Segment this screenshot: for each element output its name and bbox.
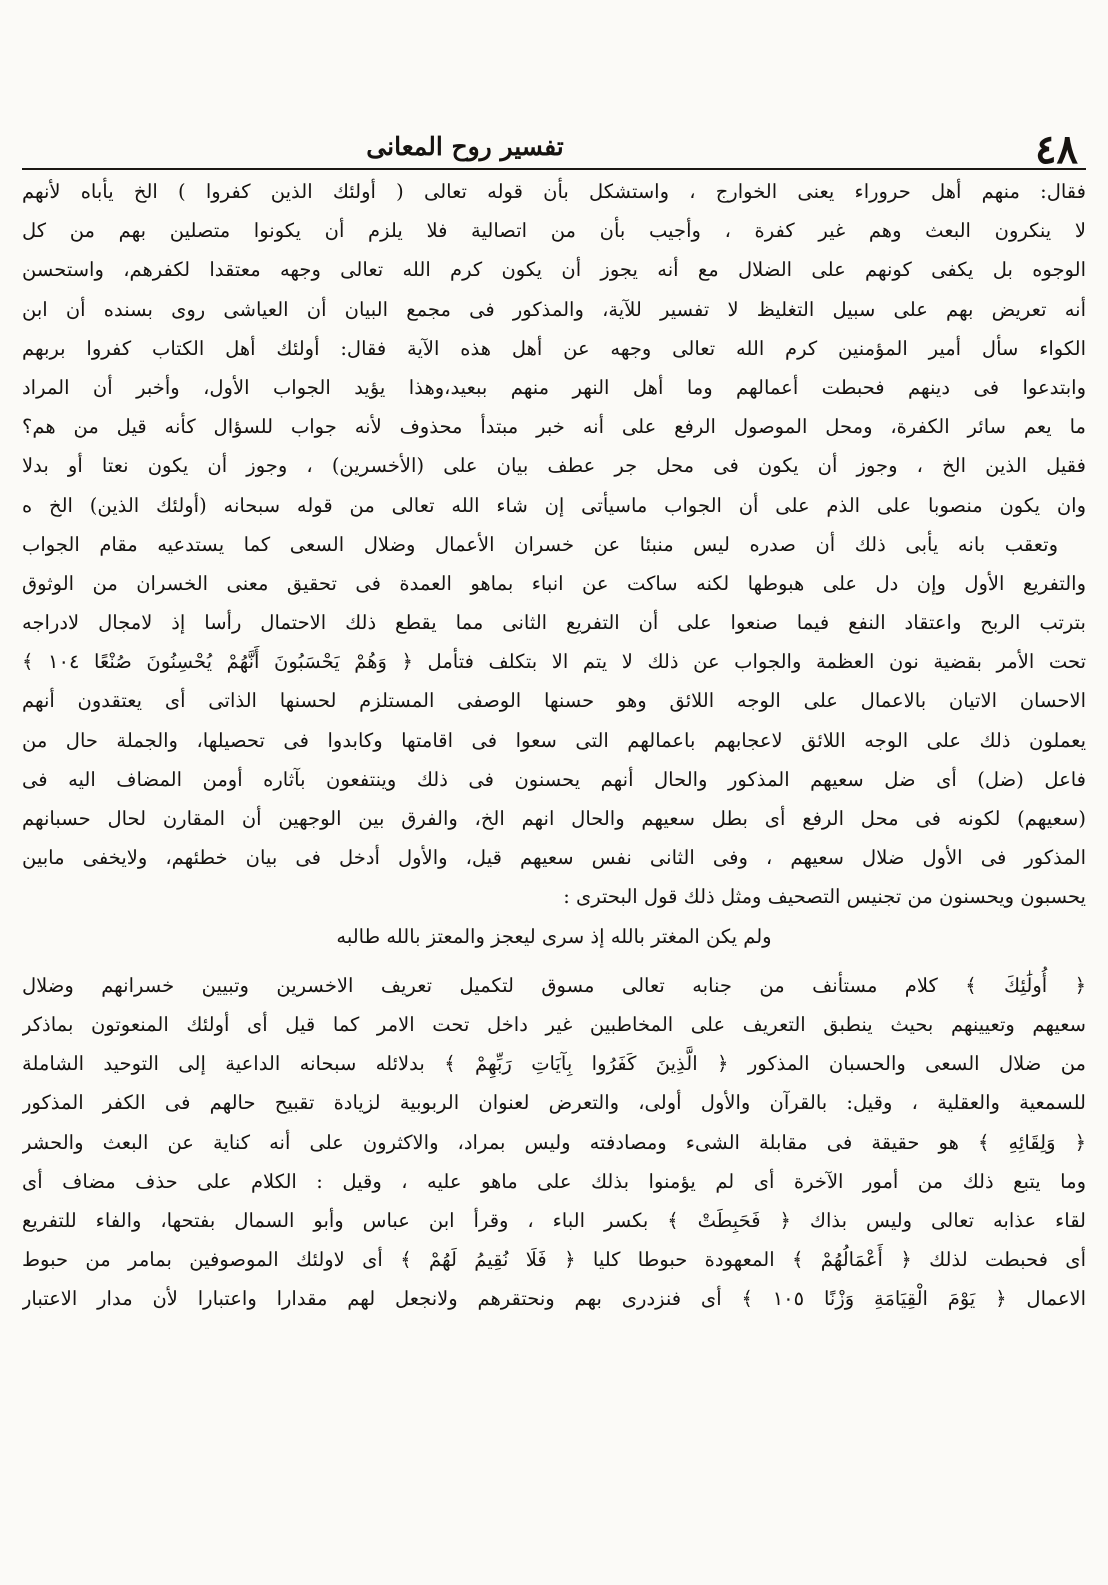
text-line: للسمعية والعقلية ، وقيل: بالقرآن والأول أولى، والتعرض لعنوان الربوبية لزيادة تقبيح حالهم فى الكفر المذكور [22, 1091, 1086, 1115]
text-line: وان يكون منصوبا على الذم على أن الجواب ماسيأتى إن شاء الله تعالى من قوله سبحانه (أولئك الذين) الخ ه [22, 493, 1086, 517]
text-line: لقاء عذابه تعالى وليس بذاك ﴿ فَحَبِطَتْ ﴾ بكسر الباء ، وقرأ ابن عباس وأبو السمال بفتحها، والفاء للتفريع [22, 1208, 1086, 1232]
text-line: سعيهم وتعيينهم بحيث ينطبق التعريف على المخاطبين غير داخل تحت الامر كما قيل أى أولئك المنعوتون بماذكر [22, 1012, 1086, 1036]
text-line: (سعيهم) لكونه فى محل الرفع أى بطل سعيهم والحال انهم الخ، والفرق بين الوجهين أن المقارن لحال حسبانهم [22, 807, 1086, 830]
body-text [22, 172, 1086, 1318]
text-line: ﴿ أُولَٰئِكَ ﴾ كلام مستأنف من جنابه تعالى مسوق لتكميل تعريف الاخسرين وتبيين خسرانهم وضلال [22, 973, 1086, 997]
text-line: فاعل (ضل) أى ضل سعيهم المذكور والحال أنهم يحسنون فى ذلك وينتفعون بآثاره أومن المضاف اليه فى [22, 767, 1086, 791]
page-header [22, 118, 1078, 173]
text-line: الاعمال ﴿ يَوْمَ الْقِيَامَةِ وَزْنًا ١٠٥ ﴾ أى فنزدرى بهم ونحتقرهم ولانجعل لهم مقدارا واعتبارا لأن مدار الاعتبار [22, 1287, 1086, 1311]
text-line: من ضلال السعى والحسبان المذكور ﴿ الَّذِينَ كَفَرُوا بِآيَاتِ رَبِّهِمْ ﴾ بدلائله سبحانه الداعية إلى التوحيد الشاملة [22, 1052, 1086, 1076]
page-number: ٤٨ [1035, 126, 1078, 173]
text-line: وتعقب بانه يأبى ذلك أن صدره ليس منبئا عن خسران الأعمال وضلال السعى كما يستدعيه مقام الجواب [22, 532, 1058, 556]
text-line: فقال: منهم أهل حروراء يعنى الخوارج ، واستشكل بأن قوله تعالى ( أولئك الذين كفروا ) الخ يأباه لأنهم [22, 180, 1086, 203]
text-line: يحسبون ويحسنون من تجنيس التصحيف ومثل ذلك قول البحترى : [563, 885, 1086, 909]
text-line: يعملون ذلك على الوجه اللائق لاعجابهم باعمالهم التى سعوا فى اقامتها وكابدوا فى تحصيلها، والجملة حال من [22, 728, 1086, 752]
text-line: المذكور فى الأول ضلال سعيهم ، وفى الثانى نفس سعيهم قيل، والأول أدخل فى بيان خطئهم، ولايخفى مابين [22, 846, 1086, 870]
text-line: ما يعم سائر الكفرة، ومحل الموصول الرفع على أنه خبر مبتدأ محذوف لأنه جواب للسؤال كأنه قيل من هم؟ [22, 415, 1086, 439]
text-line: وابتدعوا فى دينهم فحبطت أعمالهم وما أهل النهر منهم ببعيد،وهذا يؤيد الجواب الأول، وأخبر أن المراد [22, 375, 1086, 399]
text-line: الاحسان الاتيان بالاعمال على الوجه اللائق وهو حسنها الوصفى المستلزم لحسنها الذاتى أى يعتقدون أنهم [22, 689, 1086, 713]
text-line: وما يتبع ذلك من أمور الآخرة أى لم يؤمنوا بذلك على ماهو عليه ، وقيل : الكلام على حذف مضاف أى [22, 1169, 1086, 1193]
text-line: أنه تعريض بهم على سبيل التغليظ لا تفسير للآية، والمذكور فى مجمع البيان أن العياشى روى بسنده أن ابن [22, 297, 1086, 321]
text-line: الوجوه بل يكفى كونهم على الضلال مع أنه يجوز أن يكون كرم الله تعالى وجهه معتقدا لكفرهم، واستحسن [22, 258, 1086, 282]
text-line: والتفريع الأول وإن دل على هبوطها لكنه ساكت عن انباء بماهو العمدة فى تحقيق معنى الخسران من الوثوق [22, 571, 1086, 595]
text-line: ﴿ وَلِقَائِهِ ﴾ هو حقيقة فى مقابلة الشىء ومصادفته وليس بمراد، والاكثرون على أنه كناية عن البعث والحشر [22, 1130, 1086, 1154]
poetry-verse: ولم يكن المغتر بالله إذ سرى ليعجز والمعتز بالله طالبه [336, 924, 772, 948]
running-title: تفسير روح المعانى [366, 132, 564, 161]
text-line: فقيل الذين الخ ، وجوز أن يكون فى محل جر عطف بيان على (الأخسرين) ، وجوز أن يكون نعتا أو بدلا [22, 454, 1086, 478]
text-line: الكواء سأل أمير المؤمنين كرم الله تعالى وجهه عن أهل هذه الآية فقال: أولئك أهل الكتاب كفروا بربهم [22, 336, 1086, 360]
text-line: تحت الأمر بقضية نون العظمة والجواب عن ذلك لا يتم الا بتكلف فتأمل ﴿ وَهُمْ يَحْسَبُونَ أَنَّهُمْ يُحْسِنُونَ صُنْعًا ١٠٤ ﴾ [22, 650, 1086, 674]
text-line: لا ينكرون البعث وهم غير كفرة ، وأجيب بأن من اتصالية فلا يلزم أن يكونوا متصلين بهم من كل [22, 219, 1086, 243]
header-rule [22, 168, 1086, 170]
text-line: بترتب الربح واعتقاد النفع فيما صنعوا على أن التفريع الثانى مما يقطع ذلك الاحتمال رأسا إذ لامجال لادراجه [22, 611, 1086, 635]
text-line: أى فحبطت لذلك ﴿ أَعْمَالُهُمْ ﴾ المعهودة حبوطا كليا ﴿ فَلَا نُقِيمُ لَهُمْ ﴾ أى لاولئك الموصوفين بمامر من حبوط [22, 1248, 1086, 1272]
spacer [22, 956, 1086, 966]
